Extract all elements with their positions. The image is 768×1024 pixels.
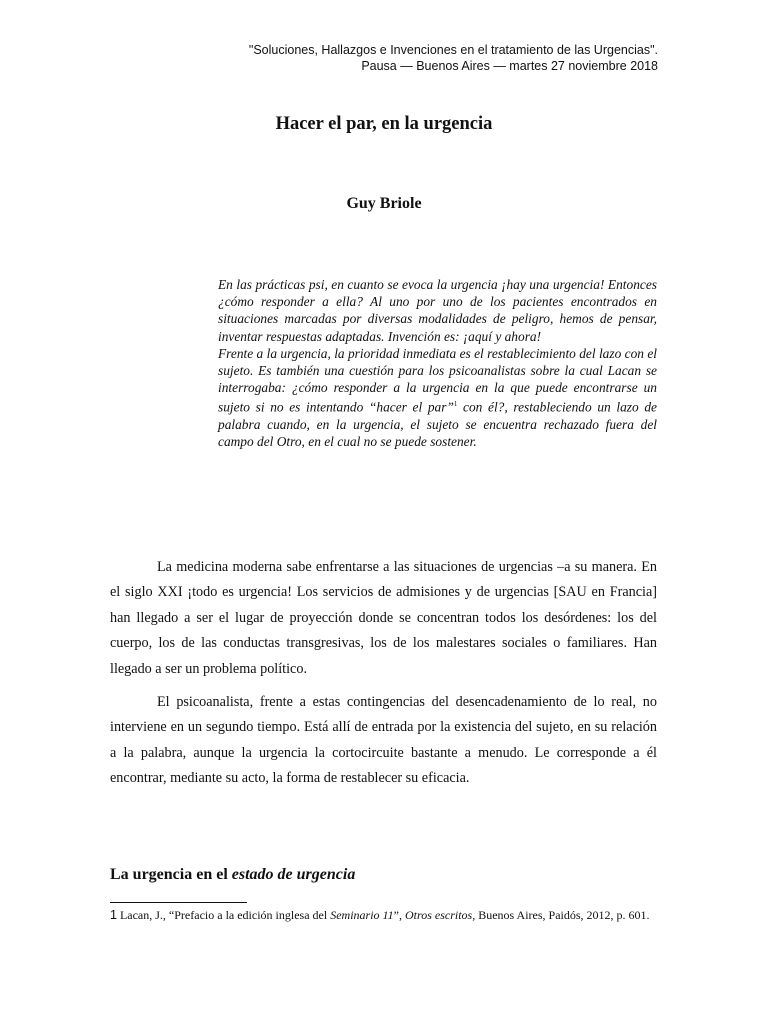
section-heading (110, 866, 355, 884)
abstract-text-part-2: con él?, restableciendo un lazo de palabra cuando, en la urgencia, el sujeto se encuentra rechazado fuera del campo del Otro, en el cual no se puede sostener. (218, 399, 657, 450)
article-body (110, 555, 657, 800)
section-heading-italic: estado de urgencia (231, 866, 356, 883)
footnote-separator (110, 902, 247, 903)
footnote-text-b: ”, (393, 908, 405, 922)
section-heading-text: La urgencia en el (110, 866, 232, 883)
article-abstract (218, 276, 657, 451)
footnote (110, 908, 657, 923)
body-paragraph-1: La medicina moderna sabe enfrentarse a las situaciones de urgencias –a su manera. En el siglo XXI ¡todo es urgencia! Los servicios de admisiones y de urgencias [SAU en Francia] han llegado a ser el lugar de proyección donde se concentran todos los desórdenes: los del cuerpo, los de las conductas transgresivas, los de los malestares sociales o familiares. Han llegado a ser un problema político. (110, 559, 657, 677)
abstract-paragraph-1: En las prácticas psi, en cuanto se evoca la urgencia ¡hay una urgencia! Entonces ¿cómo responder a ella? Al uno por uno de los pacientes encontrados en situaciones marcadas por diversas modalidades de peligro, hemos de pensar, inventar respuestas adaptadas. Invención es: ¡aquí y ahora! (218, 277, 657, 344)
footnote-text-a: Lacan, J., “Prefacio a la edición inglesa del (116, 908, 331, 922)
article-title: Hacer el par, en la urgencia (275, 114, 493, 134)
page-header (249, 42, 658, 74)
footnote-reference[interactable]: 1 (453, 400, 458, 409)
abstract-text-part-1: Frente a la urgencia, la prioridad inmediata es el restablecimiento del lazo con el sujeto. Es también una cuestión para los psicoanalistas sobre la cual Lacan se interrogaba: ¿cómo responder a la urgencia en la que puede encontrarse un sujeto si no es intentando “hacer el par” (218, 345, 657, 415)
footnote-italic-b: Otros escritos (404, 908, 473, 922)
footnote-number: 1 (110, 908, 117, 922)
footnote-italic-a: Seminario 11 (330, 908, 394, 922)
article-author: Guy Briole (346, 195, 422, 212)
abstract-paragraph-2 (218, 345, 657, 451)
body-paragraph-2: El psicoanalista, frente a estas contingencias del desencadenamiento de lo real, no interviene en un segundo tiempo. Está allí de entrada por la existencia del sujeto, en su relación a la palabra, aunque la urgencia la cortocircuite bastante a menudo. Le corresponde a él encontrar, mediante su acto, la forma de restablecer su eficacia. (110, 694, 657, 787)
footnote-text-c: , Buenos Aires, Paidós, 2012, p. 601. (472, 908, 650, 922)
header-event-details: Pausa — Buenos Aires — martes 27 noviembre 2018 (361, 59, 658, 73)
header-event-title: "Soluciones, Hallazgos e Invenciones en el tratamiento de las Urgencias". (248, 43, 658, 57)
